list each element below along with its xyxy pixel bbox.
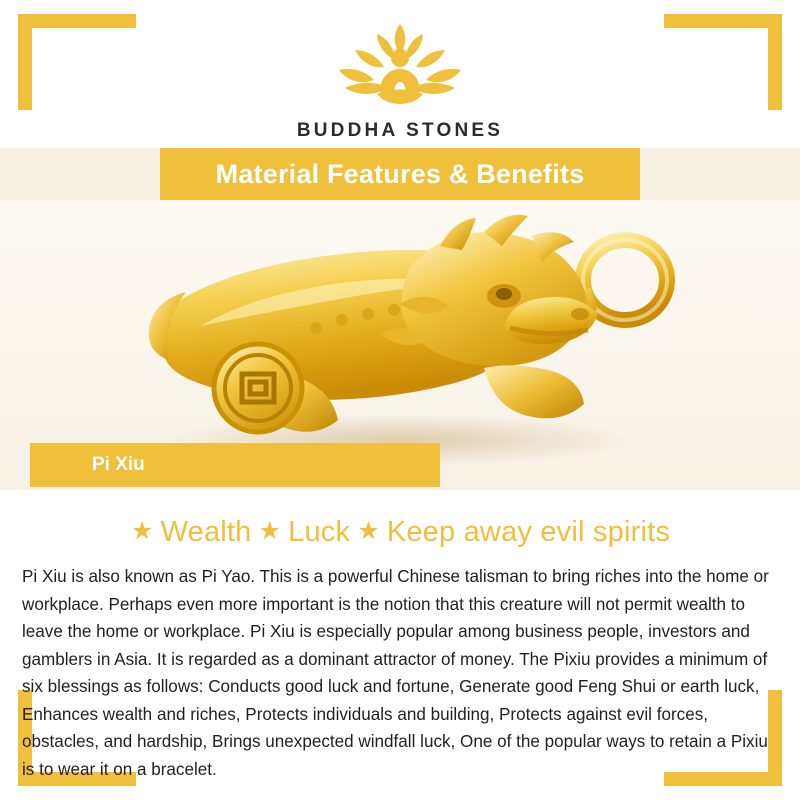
benefit-label-evil-spirits: Keep away evil spirits <box>386 516 671 548</box>
description-paragraph: Pi Xiu is also known as Pi Yao. This is a powerful Chinese talisman to bring riches into the home or workplace. Perhaps even more important is the notion that this creature will not permit wealth to leave the home or workplace. Pi Xiu is especially popular among business people, investors and gamblers in Asia. It is regarded as a dominant attractor of money. The Pixiu provides a minimum of six blessings as follows: Conducts good luck and fortune, Generate good Feng Shui or earth luck, Enhances wealth and riches, Protects individuals and building, Protects against evil forces, obstacles, and hardship, Brings unexpected windfall luck, One of the popular ways to retain a Pixiu is to wear it on a bracelet. <box>22 567 769 779</box>
lotus-meditation-figure-icon <box>325 18 475 114</box>
benefits-headline <box>0 516 800 549</box>
golden-pixiu-pendant-image <box>80 208 720 483</box>
star-icon-3: ★ <box>357 517 380 545</box>
benefit-label-wealth: Wealth <box>160 516 252 548</box>
brand-name: BUDDHA STONES <box>296 120 504 141</box>
star-icon-2: ★ <box>258 517 282 545</box>
title-banner <box>160 148 640 200</box>
brand-header <box>0 18 800 142</box>
product-caption-label: Pi Xiu <box>92 454 145 475</box>
star-icon-1: ★ <box>130 517 154 545</box>
benefit-label-luck: Luck <box>288 516 351 548</box>
page-title: Material Features & Benefits <box>215 158 585 189</box>
product-caption-tag <box>30 443 440 487</box>
